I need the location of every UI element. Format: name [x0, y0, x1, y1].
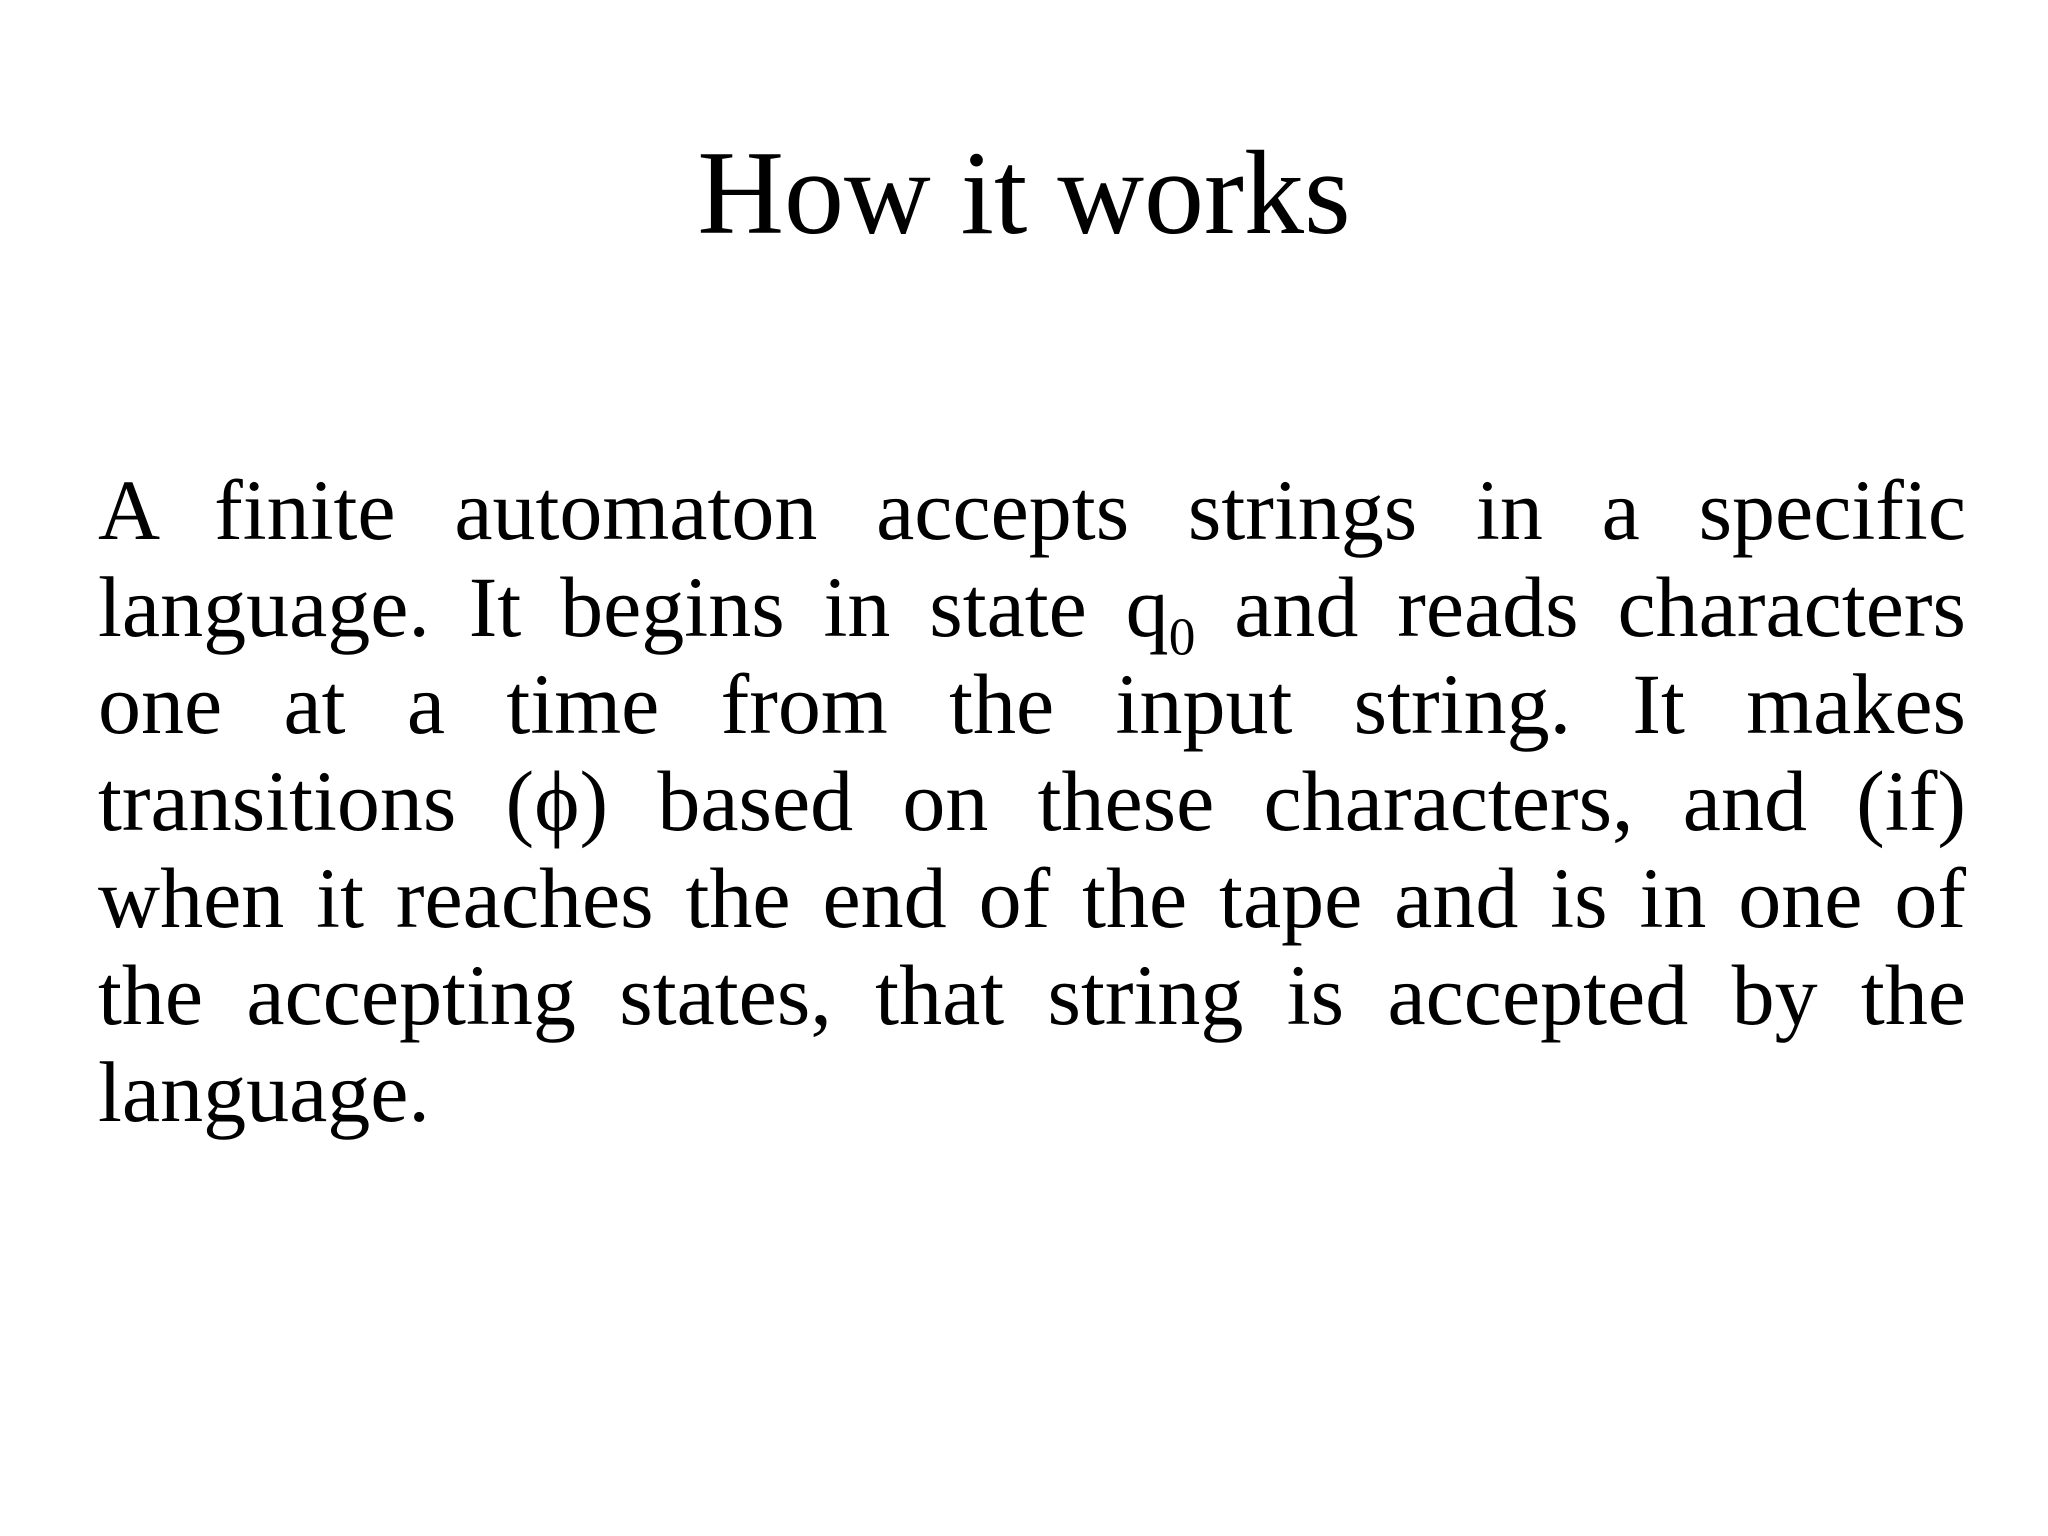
slide-title: How it works — [697, 126, 1351, 259]
paragraph-part-2: and reads characters one at a time from the input string. It makes transitions (ϕ) based on these characters, and (if) when it reaches the end of the tape and is in one of the accepting states, that string is accepted by the language. — [98, 559, 1966, 1140]
paragraph-part-1: A finite automaton accepts strings in a specific language. It begins in state q — [98, 462, 1966, 655]
state-subscript: 0 — [1168, 606, 1196, 667]
body-paragraph — [98, 462, 1966, 1141]
